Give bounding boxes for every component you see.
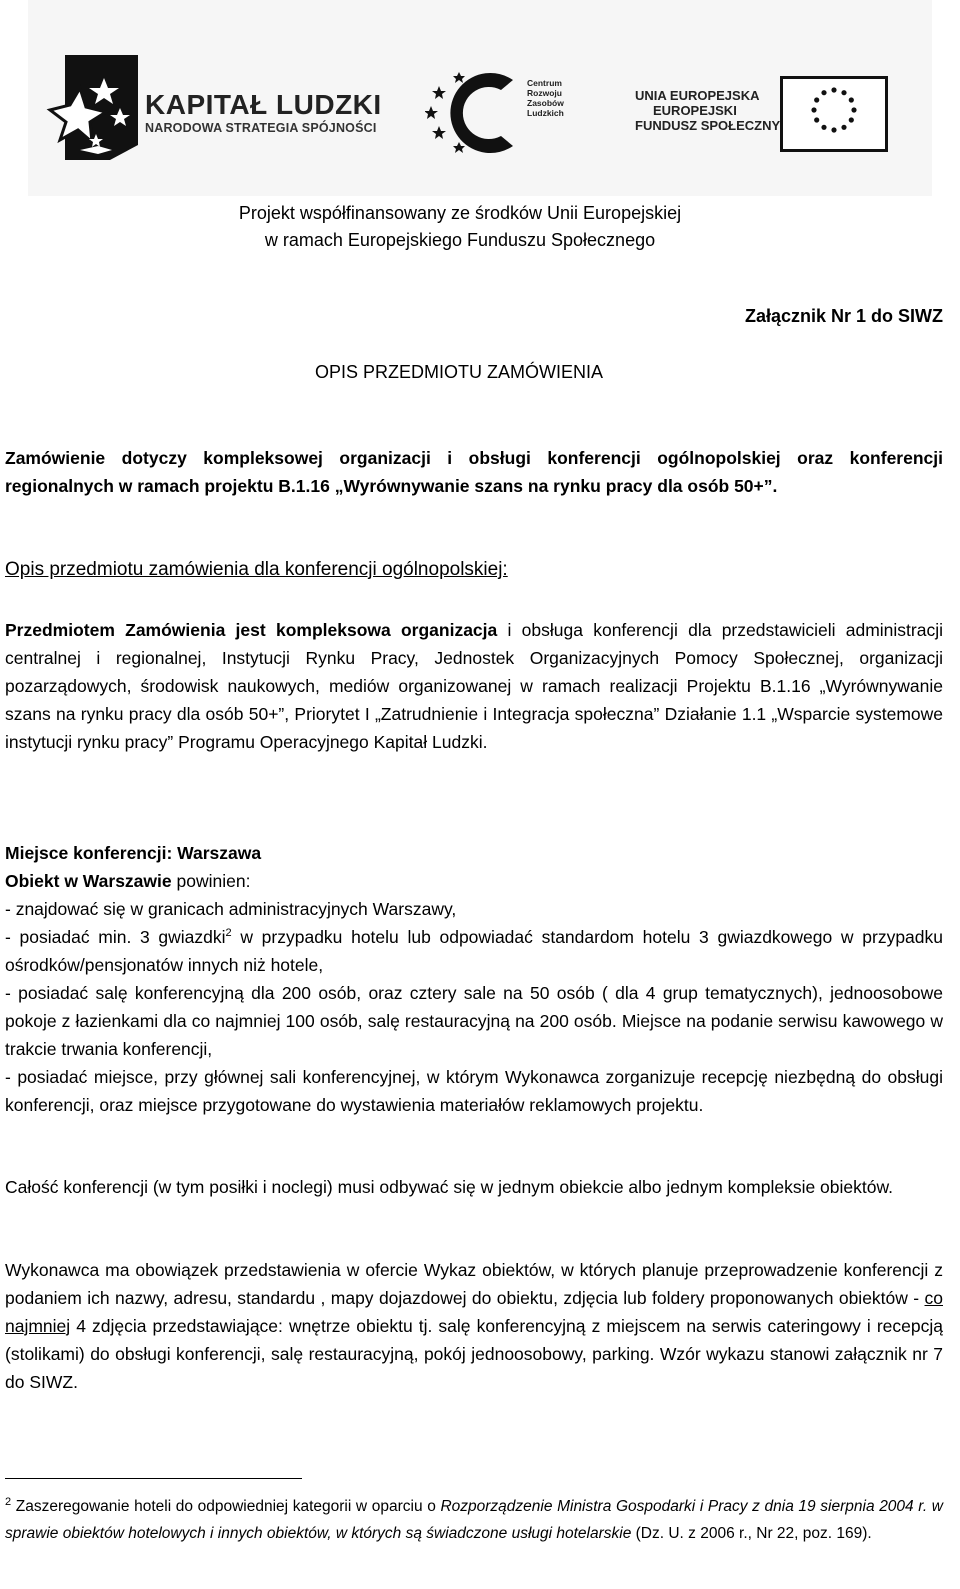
ue-line: FUNDUSZ SPOŁECZNY — [635, 118, 781, 133]
subject-lead: Przedmiotem Zamówienia jest kompleksowa organizacja — [5, 620, 498, 640]
venue-object-rest: powinien: — [171, 871, 251, 891]
footnote — [5, 1493, 943, 1547]
footnote-text-2: (Dz. U. z 2006 r., Nr 22, poz. 169). — [631, 1525, 872, 1542]
subject-rest: i obsługa konferencji dla przedstawicieli administracji centralnej i regionalnej, Instytucji Rynku Pracy, Jednostek Organizacyjnych Pomocy Społecznej, organizacji pozarządowych, środowisk naukowych, mediów organizowanej w ramach realizacji Projektu B.1.16 „Wyrównywanie szans na rynku pracy dla osób 50+”, Priorytet I „Zatrudnienie i Integracja społeczna” Działanie 1.1 „Wsparcie systemowe instytucji rynku pracy” Programu Operacyjnego Kapitał Ludzki. — [5, 620, 943, 752]
kapital-ludzki-subtitle: NARODOWA STRATEGIA SPÓJNOŚCI — [145, 121, 377, 135]
ue-line: UNIA EUROPEJSKA — [635, 88, 760, 103]
footnote-italic: Rozporządzenie Ministra Gospodarki i Pracy z dnia 19 sierpnia 2004 r. w sprawie obiektów hotelowych i innych obiektów, w których są świadczone usługi hotelarskie — [5, 1498, 943, 1542]
whole-conference-paragraph: Całość konferencji (w tym posiłki i noclegi) musi odbywać się w jednym obiekcie albo jednym kompleksie obiektów. — [5, 1177, 894, 1197]
footnote-reference: 2 — [225, 927, 232, 940]
contractor-paragraph — [5, 1256, 943, 1396]
crzl-logo-text — [527, 78, 564, 118]
kapital-ludzki-logo-text — [145, 90, 382, 136]
subject-paragraph — [5, 616, 943, 756]
crzl-line: Ludzkich — [527, 108, 564, 118]
ue-line: EUROPEJSKI — [653, 103, 737, 118]
section-heading: Opis przedmiotu zamówienia dla konferencji ogólnopolskiej: — [5, 559, 508, 580]
project-line-2: w ramach Europejskiego Funduszu Społecznego — [264, 230, 656, 250]
venue-object-bold: Obiekt w Warszawie — [5, 871, 172, 891]
venue-requirement-2-rest: w przypadku hotelu lub odpowiadać standardom hotelu 3 gwiazdkowego w przypadku ośrodków/pensjonatów innych niż hotele, — [5, 927, 943, 975]
kapital-ludzki-title: KAPITAŁ LUDZKI — [145, 89, 382, 120]
venue-requirement-4: - posiadać miejsce, przy głównej sali konferencyjnej, w którym Wykonawca zorganizuje recepcję niezbędną do obsługi konferencji, oraz miejsce przygotowane do wystawienia materiałów reklamowych projektu. — [5, 1067, 943, 1115]
eu-flag-icon — [780, 76, 888, 152]
contractor-underlined: co najmniej — [5, 1288, 943, 1336]
footnote-number: 2 — [5, 1495, 12, 1508]
ue-logo-text — [635, 88, 780, 133]
intro-paragraph: Zamówienie dotyczy kompleksowej organizacji i obsługi konferencji ogólnopolskiej oraz konferencji regionalnych w ramach projektu B.1.16 „Wyrównywanie szans na rynku pracy dla osób 50+”. — [5, 448, 943, 496]
crzl-line: Zasobów — [527, 98, 564, 108]
document-title: OPIS PRZEDMIOTU ZAMÓWIENIA — [315, 362, 604, 382]
contractor-text-1: Wykonawca ma obowiązek przedstawienia w ofercie Wykaz obiektów, w których planuje przeprowadzenie konferencji z podaniem ich nazwy, adresu, standardu , mapy dojazdowej do obiektu, zdjęcia lub foldery proponowanych obiektów - — [5, 1260, 943, 1308]
venue-requirement-2-text: - posiadać min. 3 gwiazdki — [5, 927, 226, 947]
footnote-separator — [5, 1478, 302, 1479]
crzl-line: Rozwoju — [527, 88, 562, 98]
venue-requirement-3: - posiadać salę konferencyjną dla 200 osób, oraz cztery sale na 50 osób ( dla 4 grup tematycznych), jednoosobowe pokoje z łazienkami dla co najmniej 100 osób, salę restauracyjną na 200 osób. Miejsce na podanie serwisu kawowego w trakcie trwania konferencji, — [5, 983, 943, 1059]
venue-object-line — [5, 867, 943, 895]
footnote-text-1: Zaszeregowanie hoteli do odpowiedniej kategorii w oparciu o — [11, 1498, 441, 1515]
project-line-1: Projekt współfinansowany ze środków Unii Europejskiej — [238, 203, 682, 223]
crzl-line: Centrum — [527, 78, 562, 88]
venue-section — [5, 839, 943, 1119]
crzl-logo-icon — [425, 68, 525, 158]
venue-label: Miejsce konferencji: Warszawa — [5, 843, 262, 863]
venue-requirement-2 — [5, 923, 943, 979]
annex-label: Załącznik Nr 1 do SIWZ — [744, 306, 943, 326]
contractor-text-2: 4 zdjęcia przedstawiające: wnętrze obiektu tj. salę konferencyjną z miejscem na serwis cateringowy i recepcją (stolikami) do obsługi konferencji, salę restauracyjną, pokój jednoosobowy, parking. Wzór wykazu stanowi załącznik nr 7 do SIWZ. — [5, 1316, 943, 1392]
kapital-ludzki-logo-icon — [40, 50, 140, 165]
venue-requirement-1: - znajdować się w granicach administracyjnych Warszawy, — [5, 899, 457, 919]
